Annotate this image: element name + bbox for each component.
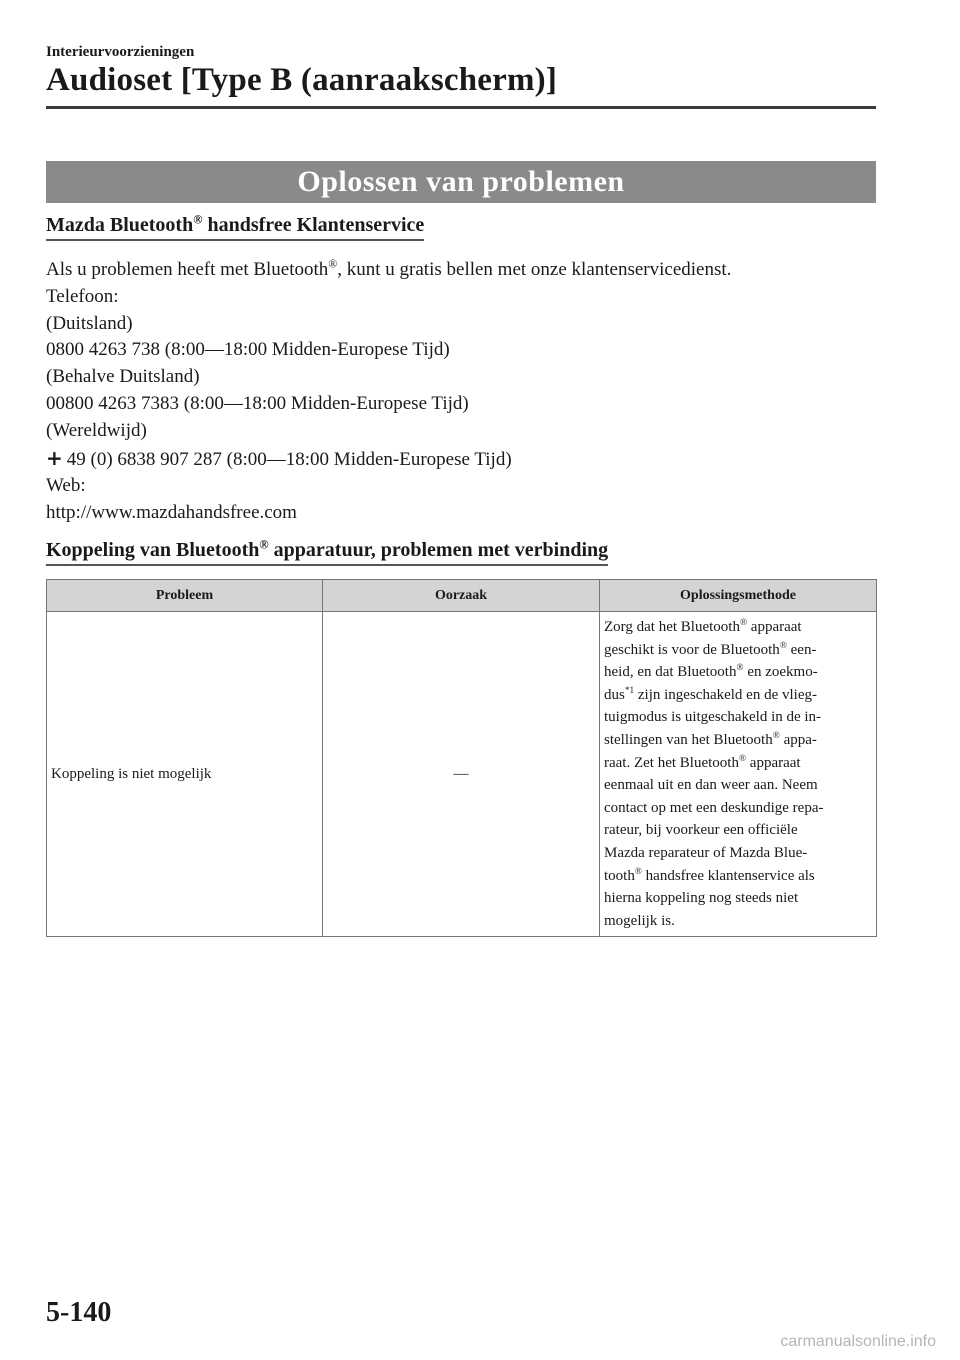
table-header-row: [47, 580, 877, 612]
column-header-solution: Oplossingsmethode: [600, 580, 877, 612]
customer-service-heading: Mazda Bluetooth® handsfree Klantenservice: [46, 214, 424, 241]
outside-germany-label: (Behalve Duitsland): [46, 366, 200, 388]
intro-text: Als u problemen heeft met Bluetooth®, kunt u gratis bellen met onze klantenservicedienst.: [46, 257, 732, 280]
worldwide-number: + 49 (0) 6838 907 287 (8:00―18:00 Midden-Europese Tijd): [46, 445, 512, 470]
solution-line: stellingen van het Bluetooth® appa-: [604, 730, 817, 748]
section-label: Interieurvoorzieningen: [46, 44, 195, 60]
solution-line: rateur, bij voorkeur een officiële: [604, 822, 798, 839]
solution-line: tooth® handsfree klantenservice als: [604, 866, 815, 884]
problem-cell: Koppeling is niet mogelijk: [47, 612, 323, 937]
table-row: [47, 612, 877, 937]
solution-line: tuigmodus is uitgeschakeld in de in-: [604, 709, 822, 726]
solution-line: eenmaal uit en dan weer aan. Neem: [604, 777, 818, 794]
chapter-title: Audioset [Type B (aanraakscherm)]: [46, 62, 558, 98]
solution-line: Mazda reparateur of Mazda Blue-: [604, 844, 808, 861]
registered-mark: ®: [193, 212, 203, 227]
worldwide-label: (Wereldwijd): [46, 419, 147, 441]
watermark: carmanualsonline.info: [780, 1333, 936, 1350]
section-banner: Oplossen van problemen: [46, 161, 876, 203]
solution-line: mogelijk is.: [604, 912, 675, 929]
solution-line: contact op met een deskundige repa-: [604, 799, 824, 816]
solution-line: hierna koppeling nog steeds niet: [604, 890, 799, 907]
solution-line: raat. Zet het Bluetooth® apparaat: [604, 753, 801, 771]
germany-label: (Duitsland): [46, 312, 133, 334]
solution-cell: [600, 612, 877, 937]
solution-line: heid, en dat Bluetooth® en zoekmo-: [604, 663, 818, 681]
web-url: http://www.mazdahandsfree.com: [46, 502, 297, 524]
customer-service-body: [46, 257, 886, 527]
solution-line: dus$^{*1}$ zijn ingeschakeld en de vlieg-: [604, 685, 817, 703]
solution-line: geschikt is voor de Bluetooth® een-: [604, 640, 817, 658]
cause-cell: ―: [323, 612, 600, 937]
column-header-problem: Probleem: [47, 580, 323, 612]
web-label: Web:: [46, 475, 86, 497]
registered-mark: ®: [259, 537, 269, 552]
page-number: 5-140: [46, 1297, 112, 1328]
plus-icon: +: [46, 445, 63, 470]
phone-label: Telefoon:: [46, 285, 119, 307]
germany-number: 0800 4263 738 (8:00―18:00 Midden-Europese Tijd): [46, 339, 450, 361]
pairing-heading: Koppeling van Bluetooth® apparatuur, problemen met verbinding: [46, 539, 608, 566]
solution-line: Zorg dat het Bluetooth® apparaat: [604, 618, 802, 635]
column-header-cause: Oorzaak: [323, 580, 600, 612]
troubleshooting-table: [46, 579, 877, 937]
header-rule: [46, 106, 876, 109]
outside-germany-number: 00800 4263 7383 (8:00―18:00 Midden-Europese Tijd): [46, 392, 469, 414]
